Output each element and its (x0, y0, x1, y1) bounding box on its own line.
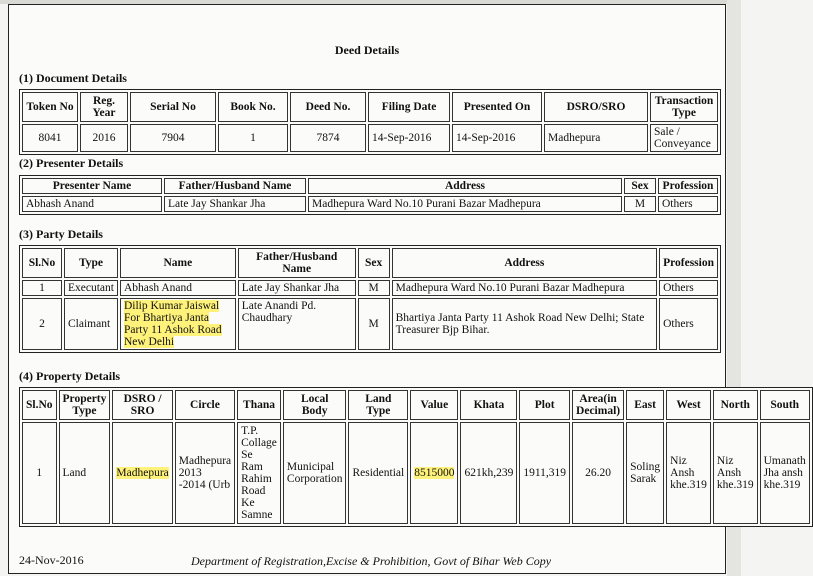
table-row (22, 124, 718, 152)
presenter-details-table (19, 175, 721, 215)
table-row (22, 298, 718, 350)
party-details-title: (3) Party Details (19, 227, 103, 241)
header-sl-no: Sl.No (22, 248, 62, 278)
header-deed-no: Deed No. (290, 92, 366, 122)
header-dsro-sro: DSRO/SRO (544, 92, 648, 122)
property-value (410, 422, 458, 524)
party-profession: Others (659, 280, 718, 296)
header-dsro-sro: DSRO / SRO (112, 390, 172, 420)
property-details-table (19, 387, 813, 527)
header-reg-year: Reg. Year (80, 92, 128, 122)
table-row (22, 422, 810, 524)
party-father-name: Late Anandi Pd. Chaudhary (238, 298, 356, 350)
reg-year: 2016 (80, 124, 128, 152)
header-profession: Profession (658, 178, 718, 194)
party-name: Abhash Anand (120, 280, 236, 296)
header-sex: Sex (358, 248, 390, 278)
property-area: 26.20 (572, 422, 624, 524)
party-sex: M (358, 298, 390, 350)
header-area: Area(in Decimal) (572, 390, 624, 420)
presenter-father-name: Late Jay Shankar Jha (164, 196, 306, 212)
header-address: Address (308, 178, 622, 194)
header-value: Value (410, 390, 458, 420)
table-row (22, 196, 718, 212)
table-header-row (22, 92, 718, 122)
property-east: Soling Sarak (626, 422, 664, 524)
header-father-husband-name: Father/Husband Name (238, 248, 356, 278)
footer-department: Department of Registration,Excise & Prohibition, Govt of Bihar Web Copy (191, 554, 552, 568)
party-sl-no: 2 (22, 298, 62, 350)
property-land-type: Residential (348, 422, 408, 524)
header-sex: Sex (624, 178, 656, 194)
property-type: Land (59, 422, 111, 524)
property-plot: 1911,319 (519, 422, 570, 524)
header-local-body: Local Body (283, 390, 347, 420)
property-west: Niz Ansh khe.319 (666, 422, 711, 524)
document-details-table (19, 89, 721, 155)
property-local-body: Municipal Corporation (283, 422, 347, 524)
deed-no: 7874 (290, 124, 366, 152)
property-thana: T.P. Collage Se Ram Rahim Road Ke Samne (237, 422, 281, 524)
document-details-title: (1) Document Details (19, 71, 127, 85)
property-sl-no: 1 (22, 422, 57, 524)
header-book-no: Book No. (218, 92, 288, 122)
presenter-sex: M (624, 196, 656, 212)
page-title: Deed Details (334, 43, 400, 57)
property-details-title: (4) Property Details (19, 369, 121, 383)
party-profession: Others (659, 298, 718, 350)
party-address: Bhartiya Janta Party 11 Ashok Road New Delhi; State Treasurer Bjp Bihar. (392, 298, 657, 350)
presenter-name: Abhash Anand (22, 196, 162, 212)
highlighted-dsro: Madhepura (116, 467, 169, 479)
property-dsro (112, 422, 172, 524)
header-land-type: Land Type (348, 390, 408, 420)
highlighted-value: 8515000 (414, 467, 455, 479)
header-north: North (713, 390, 758, 420)
header-khata: Khata (460, 390, 517, 420)
header-transaction-type: Transaction Type (650, 92, 718, 122)
party-type: Claimant (64, 298, 118, 350)
header-presented-on: Presented On (452, 92, 542, 122)
property-khata: 621kh,239 (460, 422, 517, 524)
token-no: 8041 (22, 124, 78, 152)
party-father-name: Late Jay Shankar Jha (238, 280, 356, 296)
presenter-profession: Others (658, 196, 718, 212)
property-south: Umanath Jha ansh khe.319 (760, 422, 810, 524)
dsro-sro: Madhepura (544, 124, 648, 152)
transaction-type: Sale / Conveyance (650, 124, 718, 152)
highlighted-party-name: Dilip Kumar Jaiswal For Bhartiya Janta Party 11 Ashok Road New Delhi (123, 300, 222, 348)
header-plot: Plot (519, 390, 570, 420)
party-details-table (19, 245, 721, 353)
table-header-row (22, 178, 718, 194)
footer-date: 24-Nov-2016 (19, 553, 84, 567)
presenter-details-title: (2) Presenter Details (19, 156, 124, 170)
header-presenter-name: Presenter Name (22, 178, 162, 194)
header-type: Type (64, 248, 118, 278)
table-header-row (22, 248, 718, 278)
presenter-address: Madhepura Ward No.10 Purani Bazar Madhepura (308, 196, 622, 212)
header-token-no: Token No (22, 92, 78, 122)
serial-no: 7904 (130, 124, 216, 152)
header-property-type: Property Type (59, 390, 111, 420)
party-sex: M (358, 280, 390, 296)
party-type: Executant (64, 280, 118, 296)
table-header-row (22, 390, 810, 420)
table-row (22, 280, 718, 296)
header-name: Name (120, 248, 236, 278)
header-west: West (666, 390, 711, 420)
filing-date: 14-Sep-2016 (368, 124, 450, 152)
property-north: Niz Ansh khe.319 (713, 422, 758, 524)
presented-on: 14-Sep-2016 (452, 124, 542, 152)
party-name (120, 298, 236, 350)
header-profession: Profession (659, 248, 718, 278)
header-circle: Circle (175, 390, 235, 420)
header-south: South (760, 390, 810, 420)
header-address: Address (392, 248, 657, 278)
header-filing-date: Filing Date (368, 92, 450, 122)
party-address: Madhepura Ward No.10 Purani Bazar Madhepura (392, 280, 657, 296)
header-sl-no: Sl.No (22, 390, 57, 420)
header-father-husband-name: Father/Husband Name (164, 178, 306, 194)
header-serial-no: Serial No (130, 92, 216, 122)
property-circle: Madhepura 2013 -2014 (Urb (175, 422, 235, 524)
header-thana: Thana (237, 390, 281, 420)
deed-page (8, 4, 806, 574)
party-sl-no: 1 (22, 280, 62, 296)
book-no: 1 (218, 124, 288, 152)
header-east: East (626, 390, 664, 420)
